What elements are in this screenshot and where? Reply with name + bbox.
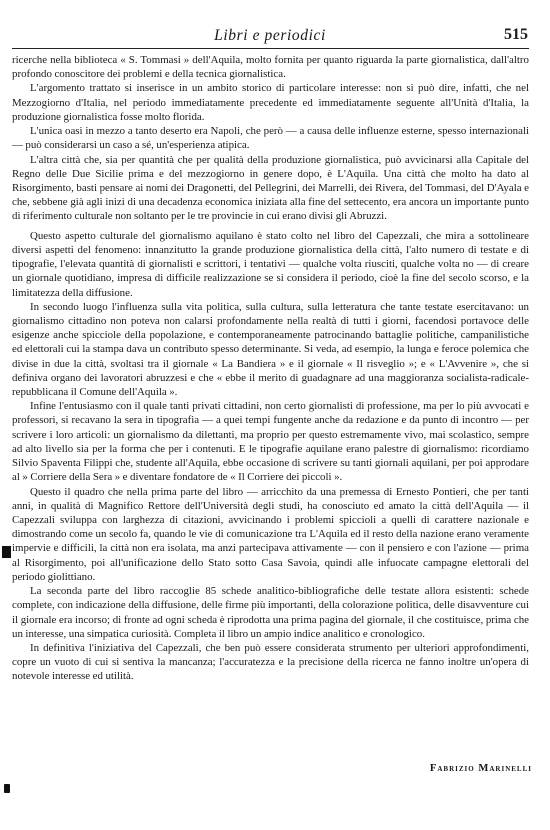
paragraph: In secondo luogo l'influenza sulla vita politica, sulla cultura, sulla letteratura che tante testate esercitavano: un giornalismo cittadino non poteva non calarsi profondamente nella realtà di tutti i giorni, facendosi portavoce delle esigenze anche spicciole della popolazione, e contemporaneamente patrocinando battaglie politiche, campanilistiche ed elettorali cui la stampa dava un contributo spesso determinante. Si veda, ad esempio, la lunga e feroce polemica che divise in due la città, svoltasi tra il giornale « La Bandiera » e il giornale « Il risveglio »; e « L'Avvenire », che si definiva organo dei lavoratori abruzzesi e che « ebbe il merito di guadagnare ad una maggioranza socialista-radicale-repubblicana il Comune dell'Aquila ». <box>12 300 529 399</box>
author-signature: Fabrizio Marinelli <box>429 763 532 774</box>
paragraph: ricerche nella biblioteca « S. Tommasi » dell'Aquila, molto fornita per quanto riguarda la parte giornalistica, dall'altro profondo conoscitore dei problemi e della tecnica giornalistica. <box>12 54 529 81</box>
paragraph: Questo il quadro che nella prima parte del libro — arricchito da una premessa di Ernesto Pontieri, che per tanti anni, in qualità di Magnifico Rettore dell'Università degli studi, ha conosciuto ed amato la città dell'Aquila — il Capezzali sviluppa con larghezza di citazioni, avvicinando i problemi spiccioli a quelli di carattere nazionale e dimostrando come un secolo fa, quando le vie di comunicazione tra L'Aquila ed il resto della nazione erano veramente impervie e difficili, la città non era isolata, ma anzi partecipava attivamente — con il pensiero e con l'azione — prima al Risorgimento, poi all'unificazione dello Stato sotto Casa Savoia, quindi alle infuocate campagne elettorali del periodo giolittiano. <box>12 485 529 583</box>
paragraph: L'altra città che, sia per quantità che per qualità della produzione giornalistica, può avvicinarsi alla Capitale del Regno delle Due Sicilie prima e del mezzogiorno in genere dopo, è L'Aquila. Una città che molto ha dato al Risorgimento, basti pensare ai nomi dei Dragonetti, del Pellegrini, dei Marrelli, dei Rivera, del Tommasi, del D'Ayala e che, sebbene già agli inizi di una decadenza economica iniziata alla fine del settecento, era ancora un importante punto di riferimento culturale non soltanto per le tre provincie in cui erano divisi gli Abruzzi. <box>12 153 529 223</box>
page-number: 515 <box>504 26 528 43</box>
paragraph: L'unica oasi in mezzo a tanto deserto era Napoli, che però — a causa delle influenze esterne, spesso internazionali — può considerarsi un caso a sé, un'esperienza atipica. <box>12 125 529 152</box>
article-body <box>12 53 529 684</box>
paragraph: La seconda parte del libro raccoglie 85 schede analitico-bibliografiche delle testate allora esistenti: schede complete, con indicazione della diffusione, delle firme più importanti, della colorazione politica, delle disavventure cui il giornale era incorso; di fronte ad ogni scheda è riprodotta una prima pagina del giornale, il che costituisce, prima che un interesse, una simpatica curiosità. Completa il libro un ampio indice analitico e cronologico. <box>12 585 529 640</box>
running-header <box>10 26 530 46</box>
paragraph: In definitiva l'iniziativa del Capezzali, che ben può essere considerata strumento per ulteriori approfondimenti, copre un vuoto di cui si sentiva la mancanza; l'accuratezza e la precisione della ricerca ne fanno inoltre un'opera di notevole interesse ed utilità. <box>12 641 529 683</box>
paragraph: Questo aspetto culturale del giornalismo aquilano è stato colto nel libro del Capezzali, che mira a sottolineare diversi aspetti del fenomeno: innanzitutto la grande produzione giornalistica della città, l'alto numero di testate e di tipografie, l'elevata quantità di giornalisti e scrittori, i tentativi — qualche volta riusciti, qualche volta no — di creare un giornale quotidiano, impresa di difficile realizzazione se si considera il periodo, cioè la fine del secolo scorso, e la limitatezza della diffusione. <box>12 229 529 299</box>
running-title: Libri e periodici <box>214 27 326 44</box>
margin-mark <box>4 784 10 793</box>
margin-mark <box>2 546 11 558</box>
header-rule <box>12 48 529 49</box>
paragraph: Infine l'entusiasmo con il quale tanti privati cittadini, non certo giornalisti di professione, ma per lo più avvocati e professori, si recavano la sera in tipografia — a quei tempi fungente anche da redazione e da punto di incontro — per scrivere i loro articoli: un giornalismo da dilettanti, ma proprio per questo estremamente vivo, mai scolastico, sempre ad alto livello sia per la forma che per i contenuti. E le tipografie aquilane erano palestre di giornalismo: ricordiamo Silvio Spaventa Filippi che, studente all'Aquila, ebbe occasione di scrivere su tanti giornali aquilani, per poi approdare al » Corriere della Sera » e diventare fondatore de « Il Corriere dei piccoli ». <box>12 400 529 484</box>
paragraph: L'argomento trattato si inserisce in un ambito storico di particolare interesse: non si può dire, infatti, che nel Mezzogiorno d'Italia, nel periodo immediatamente precedente ed immediatamente seguente all'Unità d'Italia, la produzione giornalistica fosse molto florida. <box>12 82 529 123</box>
